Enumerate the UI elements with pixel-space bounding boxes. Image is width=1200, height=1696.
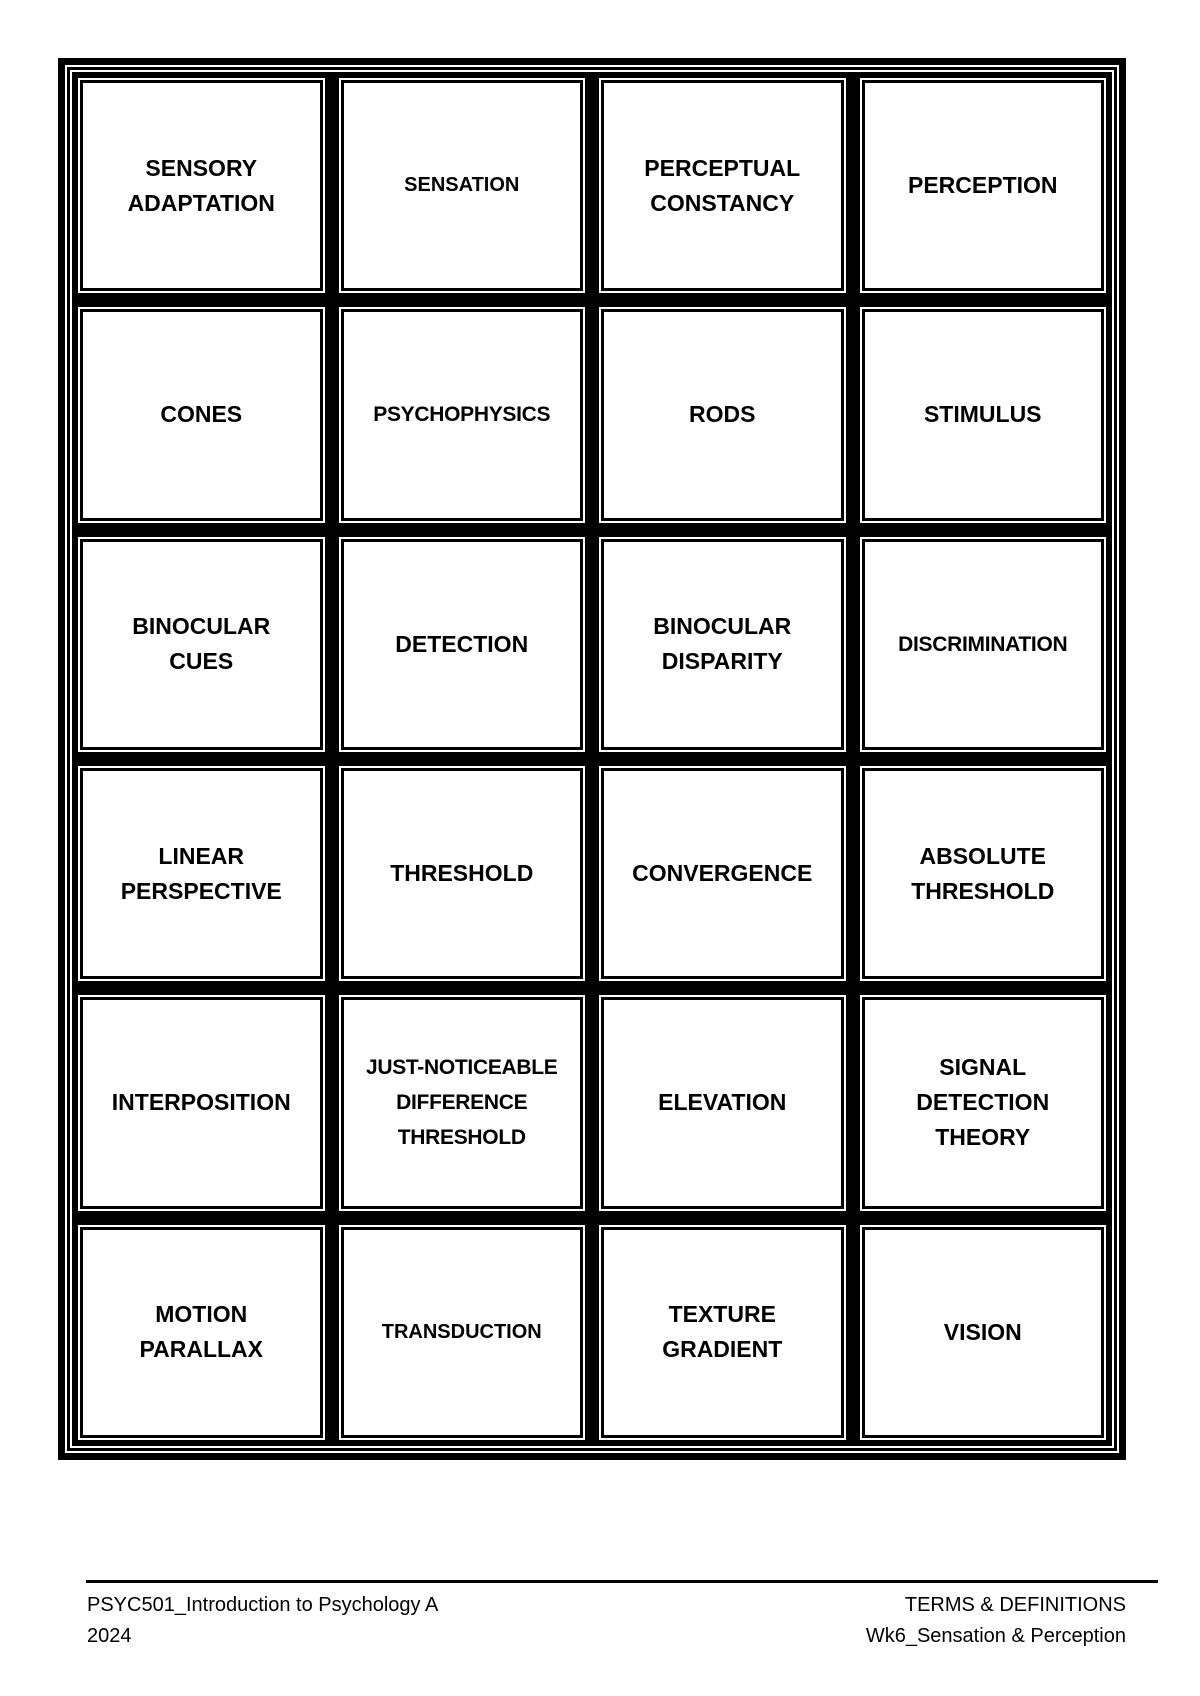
term-card (337, 76, 588, 295)
term-card (76, 993, 327, 1212)
term-label: DETECTION (395, 630, 529, 657)
term-card (858, 535, 1109, 754)
term-label: JUST-NOTICEABLE DIFFERENCE THRESHOLD (365, 1056, 558, 1150)
term-label: VISION (943, 1318, 1022, 1345)
footer-divider (86, 1580, 1158, 1583)
term-label: INTERPOSITION (111, 1089, 291, 1116)
term-label: ELEVATION (658, 1089, 787, 1116)
term-label: TEXTURE GRADIENT (662, 1301, 783, 1363)
term-label: CONES (160, 401, 243, 428)
terms-grid (76, 76, 1108, 1442)
term-card (337, 764, 588, 983)
term-card (858, 305, 1109, 524)
footer-topic-info (866, 1590, 1126, 1652)
term-card (76, 535, 327, 754)
term-card (597, 535, 848, 754)
term-label: THRESHOLD (390, 860, 534, 887)
term-card (337, 305, 588, 524)
term-label: CONVERGENCE (632, 860, 813, 887)
term-card (597, 993, 848, 1212)
term-card (597, 1223, 848, 1442)
footer-course-info (87, 1590, 438, 1652)
term-label: DISCRIMINATION (898, 632, 1068, 656)
term-card (858, 764, 1109, 983)
term-label: SIGNAL DETECTION THEORY (916, 1054, 1050, 1151)
term-card (337, 1223, 588, 1442)
terms-card-sheet (58, 58, 1126, 1460)
term-label: BINOCULAR CUES (132, 613, 271, 675)
term-label: PERCEPTUAL CONSTANCY (644, 154, 801, 216)
term-label: SENSORY ADAPTATION (127, 154, 275, 216)
term-label: TRANSDUCTION (381, 1320, 542, 1343)
term-card (597, 764, 848, 983)
term-label: PSYCHOPHYSICS (373, 403, 551, 427)
term-card (76, 305, 327, 524)
footer-doc-type: TERMS & DEFINITIONS (904, 1594, 1126, 1616)
term-card (337, 993, 588, 1212)
term-card (597, 76, 848, 295)
term-label: LINEAR PERSPECTIVE (120, 842, 282, 904)
term-card (858, 76, 1109, 295)
footer-week-topic: Wk6_Sensation & Perception (865, 1625, 1126, 1647)
term-label: BINOCULAR DISPARITY (653, 613, 792, 675)
term-label: RODS (689, 401, 756, 428)
term-label: PERCEPTION (907, 172, 1058, 199)
term-card (76, 764, 327, 983)
term-card (337, 535, 588, 754)
term-label: MOTION PARALLAX (139, 1301, 263, 1363)
term-card (76, 76, 327, 295)
term-label: SENSATION (404, 174, 520, 197)
footer-year: 2024 (87, 1625, 132, 1647)
footer-course-title: PSYC501_Introduction to Psychology A (87, 1594, 439, 1616)
term-label: STIMULUS (923, 401, 1042, 428)
term-card (597, 305, 848, 524)
term-label: ABSOLUTE THRESHOLD (911, 842, 1055, 904)
term-card (858, 993, 1109, 1212)
term-card (76, 1223, 327, 1442)
term-card (858, 1223, 1109, 1442)
